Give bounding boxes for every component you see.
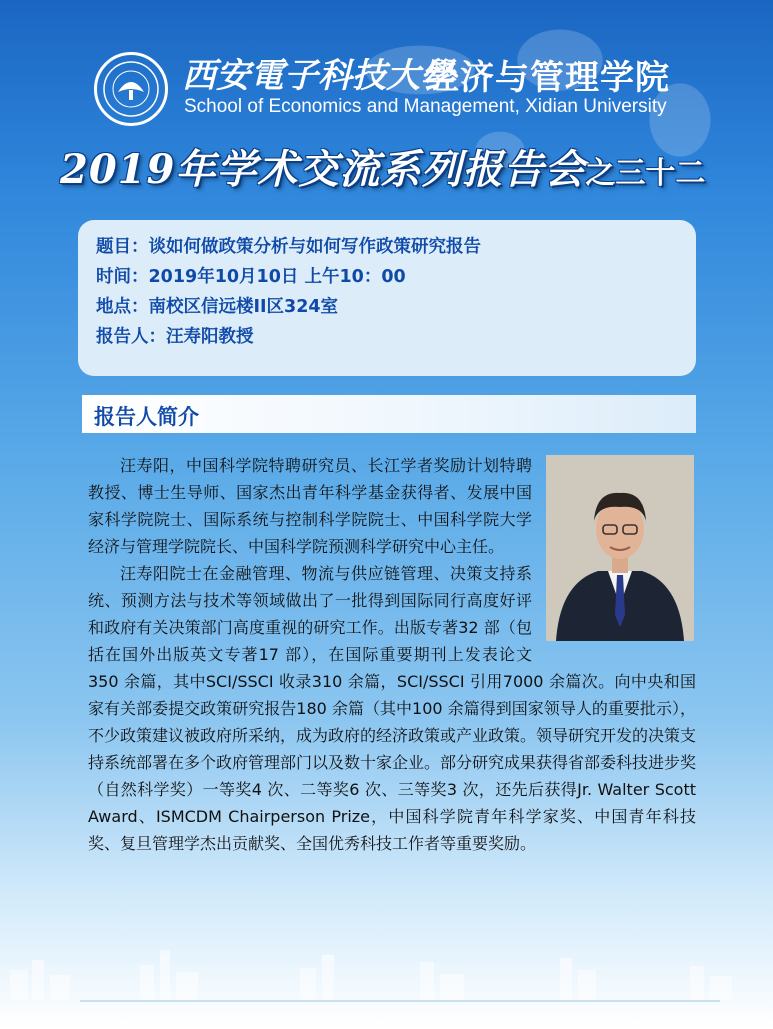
series-title-suffix: 之三十二 <box>585 156 706 191</box>
speaker-photo <box>546 455 694 641</box>
section-title: 报告人简介 <box>94 405 199 429</box>
logo-emblem-icon <box>100 58 162 120</box>
school-name-cn: 经济与管理学院 <box>425 58 670 98</box>
university-name-calligraphy: 西安電子科技大學 <box>182 56 454 96</box>
city-skyline-decoration <box>0 930 773 1000</box>
bottom-divider <box>80 1000 720 1002</box>
event-place: 地点：南校区信远楼II区324室 <box>96 297 339 317</box>
bio-paragraph-2: 汪寿阳院士在金融管理、物流与供应链管理、决策支持系统、预测方法与技术等领域做出了一批得到国际同行高度好评和政府有关决策部门高度重视的研究工作。出版专著32 部（包括在国外出版英文专著17 部），在国际重要期刊上发表论文350 余篇，其中SCI/SSCI 收录310 余篇，SCI/SSCI 引用7000 余篇次。向中央和国家有关部委提交政策研究报告180 余篇（其中100 余篇得到国家领导人的重要批示），不少政策建议被政府所采纳，成为政府的经济政策或产业政策。领导研究开发的决策支持系统部署在多个政府管理部门以及数十家企业。部分研究成果获得省部委科技进步奖（自然科学奖）一等奖4 次、二等奖6 次、三等奖3 次，还先后获得Jr. Walter Scott Award、ISMCDM Chairperson Prize，中国科学院青年科学家奖、中国青年科技奖、复旦管理学杰出贡献奖、全国优秀科技工作者等重要奖励。 <box>88 564 697 853</box>
speaker-portrait-icon <box>546 455 694 641</box>
speaker-bio <box>88 452 696 962</box>
speaker-intro-header <box>82 395 696 433</box>
series-title <box>60 138 705 195</box>
bio-paragraph-1: 汪寿阳，中国科学院特聘研究员、长江学者奖励计划特聘教授、博士生导师、国家杰出青年科学基金获得者、发展中国家科学院院士、国际系统与控制科学院院士、中国科学院大学经济与管理学院院长、中国科学院预测科学研究中心主任。 <box>88 456 532 556</box>
event-time: 时间：2019年10月10日 上午10：00 <box>96 267 406 287</box>
event-topic: 题目：谈如何做政策分析与如何写作政策研究报告 <box>96 237 481 257</box>
event-info-box <box>78 220 696 376</box>
event-speaker: 报告人：汪寿阳教授 <box>96 327 254 347</box>
header <box>0 0 773 210</box>
series-title-main: 2019年学术交流系列报告会 <box>60 146 586 193</box>
school-name-en: School of Economics and Management, Xidian University <box>184 96 667 117</box>
university-logo <box>94 52 168 126</box>
